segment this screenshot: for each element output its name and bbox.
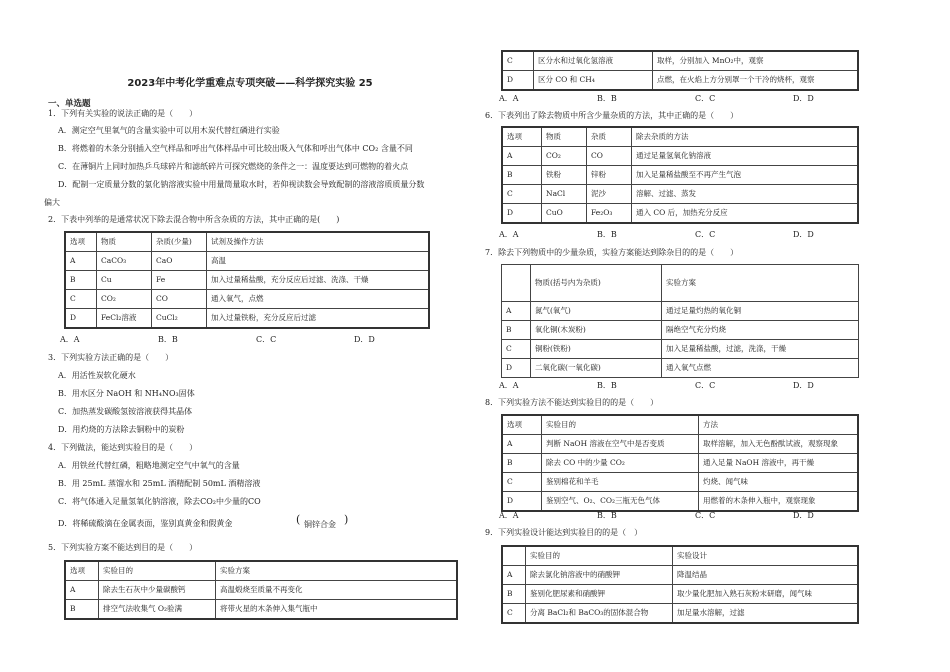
- table-cell: D: [65, 309, 97, 329]
- section-heading: 一、单选题: [48, 99, 91, 109]
- q4-option-b: B．用 25mL 蒸馏水和 25mL 酒精配制 50mL 酒精溶液: [58, 479, 261, 488]
- table-cell: 通入氧气点燃: [662, 359, 859, 378]
- question-1: 1．下列有关实验的说法正确的是（ ）: [48, 109, 198, 118]
- choice-d[interactable]: D．D: [793, 230, 814, 239]
- table-cell: CaCO₃: [97, 252, 152, 271]
- choice-d[interactable]: D．D: [793, 381, 814, 390]
- question-7: 7．除去下列物质中的少量杂质，实验方案能达到除杂目的的是（ ）: [485, 248, 739, 257]
- table-cell: 高温: [207, 252, 430, 271]
- table-cell: 通入氧气，点燃: [207, 290, 430, 309]
- table-cell: 实验设计: [673, 546, 859, 566]
- table-cell: [502, 265, 531, 302]
- table-cell: Fe₂O₃: [587, 204, 632, 224]
- table-cell: 加入足量稀盐酸，过滤，洗涤，干燥: [662, 340, 859, 359]
- table-row: [502, 473, 858, 492]
- q8-table: [501, 414, 859, 512]
- question-5: 5．下列实验方案不能达到目的是（ ）: [48, 543, 198, 552]
- table-cell: 选项: [502, 415, 542, 435]
- table-cell: CuO: [542, 204, 587, 224]
- q5-table: [64, 560, 458, 620]
- table-cell: 实验方案: [662, 265, 859, 302]
- q4-option-a: A．用铁丝代替红磷，粗略地测定空气中氧气的含量: [58, 461, 240, 470]
- table-cell: 降温结晶: [673, 566, 859, 585]
- table-cell: 除去杂质的方法: [632, 127, 859, 147]
- table-cell: 除去 CO 中的少量 CO₂: [542, 454, 699, 473]
- table-row: [502, 435, 858, 454]
- table-cell: 除去生石灰中少量碳酸钙: [99, 581, 216, 600]
- table-row: [502, 585, 858, 604]
- choice-a[interactable]: A．A: [499, 511, 519, 520]
- table-cell: 隔绝空气充分灼烧: [662, 321, 859, 340]
- table-cell: CO₂: [97, 290, 152, 309]
- table-cell: B: [502, 166, 542, 185]
- table-cell: 选项: [502, 127, 542, 147]
- table-cell: 取样，分别加入 MnO₂中，观察: [653, 51, 859, 71]
- table-cell: 方法: [699, 415, 859, 435]
- table-cell: 判断 NaOH 溶液在空气中是否变质: [542, 435, 699, 454]
- table-cell: NaCl: [542, 185, 587, 204]
- table-cell: 鉴别化肥尿素和硝酸钾: [526, 585, 673, 604]
- table-cell: 物质(括号内为杂质): [531, 265, 662, 302]
- question-6: 6．下表列出了除去物质中所含少量杂质的方法，其中正确的是（ ）: [485, 111, 739, 120]
- table-row: [65, 561, 457, 581]
- q7-choices: [499, 381, 891, 391]
- table-row: [502, 321, 859, 340]
- q3-option-a: A．用活性炭软化硬水: [58, 371, 136, 380]
- table-row: [502, 265, 859, 302]
- table-cell: 高温煅烧至质量不再变化: [216, 581, 458, 600]
- table-cell: A: [502, 435, 542, 454]
- table-cell: 杂质(少量): [152, 232, 207, 252]
- choice-b[interactable]: B．B: [597, 381, 617, 390]
- table-cell: 通入足量 NaOH 溶液中，再干燥: [699, 454, 859, 473]
- table-cell: 通过足量氢氧化钠溶液: [632, 147, 859, 166]
- choice-c[interactable]: C．C: [695, 230, 716, 239]
- table-row: [502, 546, 858, 566]
- table-cell: 铜粉(铁粉): [531, 340, 662, 359]
- table-cell: B: [65, 600, 99, 620]
- table-cell: 点燃，在火焰上方分别罩一个干冷的烧杯，观察: [653, 71, 859, 91]
- table-row: [502, 147, 858, 166]
- q2-choices: [60, 335, 452, 345]
- q9-table: [501, 545, 859, 624]
- table-cell: A: [502, 302, 531, 321]
- question-2: 2．下表中列举的是通常状况下除去混合物中所含杂质的方法，其中正确的是( ): [48, 215, 340, 224]
- table-row: [502, 454, 858, 473]
- paren-left: (: [296, 513, 301, 526]
- choice-b[interactable]: B．B: [158, 335, 178, 344]
- table-cell: 加入过量铁粉，充分反应后过滤: [207, 309, 430, 329]
- table-cell: CO: [587, 147, 632, 166]
- table-cell: CuCl₂: [152, 309, 207, 329]
- table-cell: 泥沙: [587, 185, 632, 204]
- table-cell: C: [65, 290, 97, 309]
- q6-table: [501, 126, 859, 224]
- table-cell: 加入过量稀盐酸，充分反应后过滤、洗涤、干燥: [207, 271, 430, 290]
- table-cell: 除去氯化钠溶液中的硝酸钾: [526, 566, 673, 585]
- table-row: [502, 127, 858, 147]
- table-row: [502, 604, 858, 624]
- table-cell: 通过足量灼热的氧化铜: [662, 302, 859, 321]
- choice-a[interactable]: A．A: [60, 335, 80, 344]
- table-cell: D: [502, 71, 534, 91]
- table-cell: 锌粉: [587, 166, 632, 185]
- page-title: 2023年中考化学重难点专项突破——科学探究实验 25: [127, 78, 373, 89]
- table-cell: C: [502, 473, 542, 492]
- table-cell: 灼烧、闻气味: [699, 473, 859, 492]
- choice-b[interactable]: B．B: [597, 511, 617, 520]
- q4-paren-note: 铜锌合金: [304, 520, 336, 529]
- table-cell: D: [502, 204, 542, 224]
- q1-option-d: D．配制一定质量分数的氯化钠溶液实验中用量筒量取水时，若仰视读数会导致配制的溶液溶质质量分数: [58, 180, 425, 189]
- table-cell: 加入足量稀盐酸至不再产生气泡: [632, 166, 859, 185]
- table-row: [502, 340, 859, 359]
- choice-a[interactable]: A．A: [499, 381, 519, 390]
- table-row: [65, 232, 429, 252]
- table-cell: A: [502, 147, 542, 166]
- question-3: 3．下列实验方法正确的是（ ）: [48, 353, 174, 362]
- q3-option-b: B．用水区分 NaOH 和 NH₄NO₃固体: [58, 389, 195, 398]
- paren-right: ): [344, 513, 349, 526]
- table-cell: CaO: [152, 252, 207, 271]
- q4-option-d: D．将稀硫酸滴在金属表面，鉴别真黄金和假黄金: [58, 519, 233, 528]
- table-cell: 实验目的: [542, 415, 699, 435]
- table-row: [502, 71, 858, 91]
- choice-d[interactable]: D．D: [354, 335, 375, 344]
- table-cell: A: [65, 252, 97, 271]
- table-cell: B: [502, 321, 531, 340]
- q7-table: [501, 264, 859, 378]
- table-cell: 将带火星的木条伸入集气瓶中: [216, 600, 458, 620]
- table-cell: CO₂: [542, 147, 587, 166]
- q2-table: [64, 231, 430, 329]
- table-cell: C: [502, 604, 526, 624]
- table-cell: 实验方案: [216, 561, 458, 581]
- table-row: [502, 302, 859, 321]
- table-cell: 选项: [65, 561, 99, 581]
- table-cell: 氮气(氧气): [531, 302, 662, 321]
- q3-option-c: C．加热蒸发碳酸氢铵溶液获得其晶体: [58, 407, 193, 416]
- table-cell: C: [502, 340, 531, 359]
- table-row: [65, 600, 457, 620]
- table-cell: 实验目的: [526, 546, 673, 566]
- choice-c[interactable]: C．C: [695, 381, 716, 390]
- table-cell: Fe: [152, 271, 207, 290]
- table-row: [65, 252, 429, 271]
- table-cell: FeCl₂溶液: [97, 309, 152, 329]
- table-row: [502, 415, 858, 435]
- table-cell: 取少量化肥加入熟石灰粉末研磨，闻气味: [673, 585, 859, 604]
- choice-b[interactable]: B．B: [597, 94, 617, 103]
- table-cell: C: [502, 51, 534, 71]
- choice-c[interactable]: C．C: [695, 94, 716, 103]
- q1-option-a: A．测定空气里氧气的含量实验中可以用木炭代替红磷进行实验: [58, 126, 280, 135]
- question-8: 8．下列实验方法不能达到实验目的的是（ ）: [485, 398, 659, 407]
- q4-option-c: C．将气体通入足量氢氧化钠溶液，除去CO₂中少量的CO: [58, 497, 261, 506]
- q1-option-c: C．在薄铜片上同时加热乒乓球碎片和滤纸碎片可探究燃烧的条件之一：温度要达到可燃物的着火点: [58, 162, 409, 171]
- table-cell: 物质: [97, 232, 152, 252]
- table-cell: 分离 BaCl₂和 BaCO₃的固体混合物: [526, 604, 673, 624]
- table-row: [502, 204, 858, 224]
- table-cell: A: [65, 581, 99, 600]
- table-cell: 区分水和过氧化氢溶液: [534, 51, 653, 71]
- table-cell: 鉴别棉花和羊毛: [542, 473, 699, 492]
- table-row: [502, 492, 858, 512]
- table-cell: 选项: [65, 232, 97, 252]
- table-row: [65, 581, 457, 600]
- table-cell: 物质: [542, 127, 587, 147]
- q6-choices: [499, 230, 891, 240]
- question-9: 9．下列实验设计能达到实验目的的是（ ）: [485, 528, 643, 537]
- table-cell: 区分 CO 和 CH₄: [534, 71, 653, 91]
- choice-b[interactable]: B．B: [597, 230, 617, 239]
- choice-d[interactable]: D．D: [793, 94, 814, 103]
- table-cell: CO: [152, 290, 207, 309]
- table-cell: B: [65, 271, 97, 290]
- q1-option-b: B．将燃着的木条分别插入空气样品和呼出气体样品中可比较出吸入气体和呼出气体中 CO₂ 含量不同: [58, 144, 413, 153]
- table-row: [65, 309, 429, 329]
- q5-choices: [499, 94, 891, 104]
- table-cell: B: [502, 585, 526, 604]
- table-cell: 取样溶解，加入无色酚酞试液，观察现象: [699, 435, 859, 454]
- question-4: 4．下列做法，能达到实验目的是（ ）: [48, 443, 198, 452]
- table-cell: [502, 546, 526, 566]
- table-cell: D: [502, 359, 531, 378]
- table-cell: 排空气法收集气 O₂验满: [99, 600, 216, 620]
- choice-d[interactable]: D．D: [793, 511, 814, 520]
- table-cell: B: [502, 454, 542, 473]
- table-cell: 试剂及操作方法: [207, 232, 430, 252]
- table-cell: D: [502, 492, 542, 512]
- q3-option-d: D．用灼烧的方法除去铜粉中的炭粉: [58, 425, 185, 434]
- table-cell: 实验目的: [99, 561, 216, 581]
- table-cell: A: [502, 566, 526, 585]
- table-row: [502, 51, 858, 71]
- table-cell: 溶解、过滤、蒸发: [632, 185, 859, 204]
- table-cell: 氧化铜(木炭粉): [531, 321, 662, 340]
- q1-option-d-cont: 偏大: [44, 198, 60, 207]
- table-row: [502, 359, 859, 378]
- choice-c[interactable]: C．C: [256, 335, 277, 344]
- table-row: [502, 566, 858, 585]
- table-cell: 加足量水溶解，过滤: [673, 604, 859, 624]
- table-cell: 用燃着的木条伸入瓶中，观察现象: [699, 492, 859, 512]
- table-row: [502, 185, 858, 204]
- table-row: [65, 290, 429, 309]
- choice-a[interactable]: A．A: [499, 94, 519, 103]
- q5-table-cont: [501, 50, 859, 91]
- table-cell: C: [502, 185, 542, 204]
- table-cell: 铁粉: [542, 166, 587, 185]
- table-row: [502, 166, 858, 185]
- table-cell: 二氧化碳(一氧化碳): [531, 359, 662, 378]
- table-cell: 鉴别空气、O₂、CO₂三瓶无色气体: [542, 492, 699, 512]
- table-row: [65, 271, 429, 290]
- q8-choices: [499, 511, 891, 521]
- choice-c[interactable]: C．C: [695, 511, 716, 520]
- table-cell: 通入 CO 后，加热充分反应: [632, 204, 859, 224]
- table-cell: 杂质: [587, 127, 632, 147]
- table-cell: Cu: [97, 271, 152, 290]
- choice-a[interactable]: A．A: [499, 230, 519, 239]
